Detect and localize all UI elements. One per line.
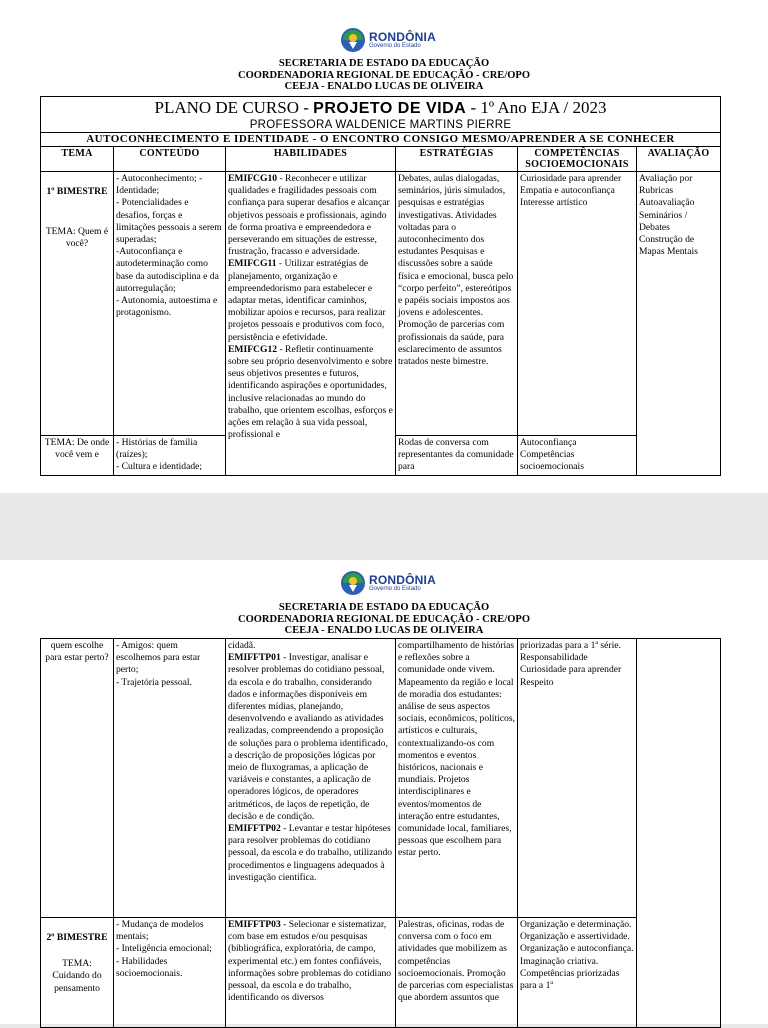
header-line-3: CEEJA - ENALDO LUCAS DE OLIVEIRA xyxy=(284,81,484,92)
list-item: - Histórias de família (raízes); xyxy=(116,437,198,461)
course-plan-table xyxy=(40,96,721,476)
list-item: - Autonomia, autoestima e protagonismo. xyxy=(116,295,218,319)
list-item: Seminários / Debates xyxy=(639,209,688,233)
competencias-cell-3 xyxy=(518,639,637,918)
column-header-tema: TEMA xyxy=(41,147,114,172)
state-emblem-icon xyxy=(340,570,366,596)
list-item: Organização e assertividade. xyxy=(520,931,630,943)
header-line-3: CEEJA - ENALDO LUCAS DE OLIVEIRA xyxy=(284,625,484,636)
list-item: - Amigos: quem escolhemos para estar perto; xyxy=(116,640,201,676)
list-item: priorizadas para a 1ª série. xyxy=(520,640,621,651)
skill-item: EMIFCG12 - Refletir continuamente sobre seu próprio desenvolvimento e sobre seus objetivos presentes e futuros, identificando aspirações e oportunidades, inclusive relacionadas ao mundo do trabalho, que orientem escolhas, esforços e ações em relação à sua vida pessoal, profissional e xyxy=(228,343,393,441)
list-item: Curiosidade para aprender xyxy=(520,173,622,184)
logo-subtitle: Governo do Estado xyxy=(369,586,421,592)
competencias-cell-2 xyxy=(518,436,637,476)
habilidades-cell-4 xyxy=(226,918,396,1028)
teacher-name: PROFESSORA WALDENICE MARTINS PIERRE xyxy=(249,119,512,131)
list-item: Construção de Mapas Mentais xyxy=(639,234,698,258)
plan-title: PLANO DE CURSO - PROJETO DE VIDA - 1º Ano EJA / 2023 xyxy=(154,98,607,117)
column-header-conteudo: CONTEÚDO xyxy=(114,147,226,172)
skill-item: EMIFFTP02 - Levantar e testar hipóteses para resolver problemas do cotidiano pessoal, da escola e do trabalho, utilizando procedimentos e linguagens adequados à investigação científica. xyxy=(228,823,393,883)
header-line-1: SECRETARIA DE ESTADO DA EDUCAÇÃO xyxy=(278,602,490,613)
conteudo-cell-4 xyxy=(114,918,226,1028)
list-item: - Habilidades socioemocionais. xyxy=(116,955,183,979)
skill-item: EMIFFTP03 - Selecionar e sistematizar, com base em estudos e/ou pesquisas (bibliográfica, exploratória, de campo, experimental etc.) em fontes confiáveis, informações sobre problemas do cotidiano pessoal, da escola e do trabalho, identificando os diversos xyxy=(228,919,392,1004)
institution-header xyxy=(0,602,768,637)
plan-title-cell xyxy=(41,97,721,133)
list-item: Responsabilidade xyxy=(520,652,588,664)
logo-subtitle: Governo do Estado xyxy=(369,43,421,49)
column-header-avaliacao: AVALIAÇÃO xyxy=(637,147,721,172)
institution-header xyxy=(0,58,768,93)
document-page-1 xyxy=(0,0,768,493)
bimestre-label: 2º BIMESTRE xyxy=(46,932,108,943)
logo-name: RONDÔNIA xyxy=(369,573,436,587)
list-item: Autoavaliação xyxy=(639,197,695,209)
logo-name: RONDÔNIA xyxy=(369,30,436,44)
estrategias-cell-2: Rodas de conversa com representantes da comunidade para xyxy=(396,436,518,476)
list-item: Competências priorizadas para a 1ª xyxy=(520,967,620,992)
column-header-estrategias: ESTRATÉGIAS xyxy=(396,147,518,172)
bimestre-label: 1º BIMESTRE xyxy=(46,186,108,197)
skill-item: EMIFFTP01 - Investigar, analisar e resolver problemas do cotidiano pessoal, da escola e do trabalho, considerando dados e informações disponíveis em diferentes mídias, planejando, desenvolvendo e avaliando as atividades realizadas, compreendendo a proposição de soluções para o problema identificado, a descrição de proposições lógicas por meio de fluxogramas, a aplicação de variáveis e constantes, a aplicação de operadores lógicos, de operadores aritméticos, de laços de repetição, de decisão e de condição. xyxy=(228,652,388,822)
list-item: Empatia e autoconfiança xyxy=(520,185,615,197)
skill-item: EMIFCG11 - Utilizar estratégias de planejamento, organização e empreendedorismo para estabelecer e adaptar metas, identificar caminhos, mobilizar apoios e recursos, para realizar projetos pessoais e produtivos com foco, persistência e efetividade. xyxy=(228,258,386,343)
skill-item: EMIFCG10 - Reconhecer e utilizar qualidades e fragilidades pessoais com confiança para superar desafios e alcançar objetivos pessoais e profissionais, agindo de forma proativa e empreendedora e perseverando em situações de estresse, frustração, fracasso e adversidade. xyxy=(228,173,390,258)
list-item: Respeito xyxy=(520,676,554,688)
habilidades-cell-1 xyxy=(226,172,396,476)
avaliacao-cell-3 xyxy=(637,639,721,1028)
tema-cell-2: TEMA: De onde você vem e xyxy=(41,436,114,476)
list-item: Avaliação por Rubricas xyxy=(639,173,693,197)
estrategias-cell-1: Debates, aulas dialogadas, seminários, júris simulados, pesquisas e estratégias investigativas. Atividades voltadas para o autoconhecimento dos estudantes Pesquisas e discussões sobre a saúde física e emocional, busca pelo “corpo perfeito”, estereótipos e papéis sociais impostos aos jovens e adolescentes. Promoção de parcerias com profissionais da saúde, para esclarecimento de assuntos tratados neste bimestre. xyxy=(396,172,518,436)
list-item: - Autoconhecimento; - Identidade; xyxy=(116,173,203,197)
list-item: Interesse artístico xyxy=(520,197,588,209)
list-item: - Trajetória pessoal. xyxy=(116,676,192,688)
competencias-cell-1 xyxy=(518,172,637,436)
list-item: Curiosidade para aprender xyxy=(520,664,622,676)
list-item: - Potencialidades e desafios, forças e limitações pessoais a serem superadas; xyxy=(116,197,222,246)
list-item: -Autoconfiança e autodeterminação como base da autodisciplina e da autorregulação; xyxy=(116,246,219,294)
conteudo-cell-2 xyxy=(114,436,226,476)
habilidades-cell-3 xyxy=(226,639,396,918)
list-item: Organização e autoconfiança. xyxy=(520,943,634,955)
estrategias-cell-3: compartilhamento de histórias e reflexões sobre a comunidade onde vivem. Mapeamento da região e local de moradia dos estudantes: análise de seus aspectos sociais, econômicos, políticos, artísticos e culturais, contextualizando-os com momentos e eventos históricos, nacionais e mundiais. Projetos interdisciplinares e eventos/momentos de interação entre estudantes, comunidade local, familiares, pessoas que escolhem para estar perto. xyxy=(396,639,518,918)
section-title: AUTOCONHECIMENTO E IDENTIDADE - O ENCONTRO CONSIGO MESMO/APRENDER A SE CONHECER xyxy=(41,133,721,147)
column-header-habilidades: HABILIDADES xyxy=(226,147,396,172)
state-emblem-icon xyxy=(340,27,366,53)
skill-lead: cidadã. xyxy=(228,640,256,651)
tema-cell-4 xyxy=(41,918,114,1028)
header-line-2: COORDENADORIA REGIONAL DE EDUCAÇÃO - CRE/OPO xyxy=(238,69,530,81)
header-line-2: COORDENADORIA REGIONAL DE EDUCAÇÃO - CRE/OPO xyxy=(238,613,530,625)
competencias-cell-4 xyxy=(518,918,637,1028)
list-item: - Mudança de modelos mentais; xyxy=(116,919,204,943)
list-item: Autoconfiança xyxy=(520,437,577,448)
list-item: - Cultura e identidade; xyxy=(116,461,203,473)
conteudo-cell-1 xyxy=(114,172,226,436)
header-line-1: SECRETARIA DE ESTADO DA EDUCAÇÃO xyxy=(278,58,490,69)
column-header-competencias: COMPETÊNCIAS SOCIOEMOCIONAIS xyxy=(518,147,637,172)
conteudo-cell-3 xyxy=(114,639,226,918)
rondonia-logo xyxy=(340,570,436,596)
list-item: Imaginação criativa. xyxy=(520,955,599,967)
estrategias-cell-4: Palestras, oficinas, rodas de conversa com o foco em atividades que mobilizem as competências socioemocionais. Promoção de parcerias com especialistas que abordem assuntos que xyxy=(396,918,518,1028)
avaliacao-cell-1 xyxy=(637,172,721,476)
list-item: Organização e determinação. xyxy=(520,919,632,930)
tema-label: TEMA: Quem é você? xyxy=(45,226,109,250)
list-item: - Inteligência emocional; xyxy=(116,943,212,955)
tema-label: TEMA: Cuidando do pensamento xyxy=(52,958,102,994)
list-item: Competências socioemocionais xyxy=(520,449,584,473)
tema-cell-3: quem escolhe para estar perto? xyxy=(41,639,114,918)
tema-cell-1 xyxy=(41,172,114,436)
course-plan-table-continued xyxy=(40,638,721,1028)
rondonia-logo xyxy=(340,27,436,53)
